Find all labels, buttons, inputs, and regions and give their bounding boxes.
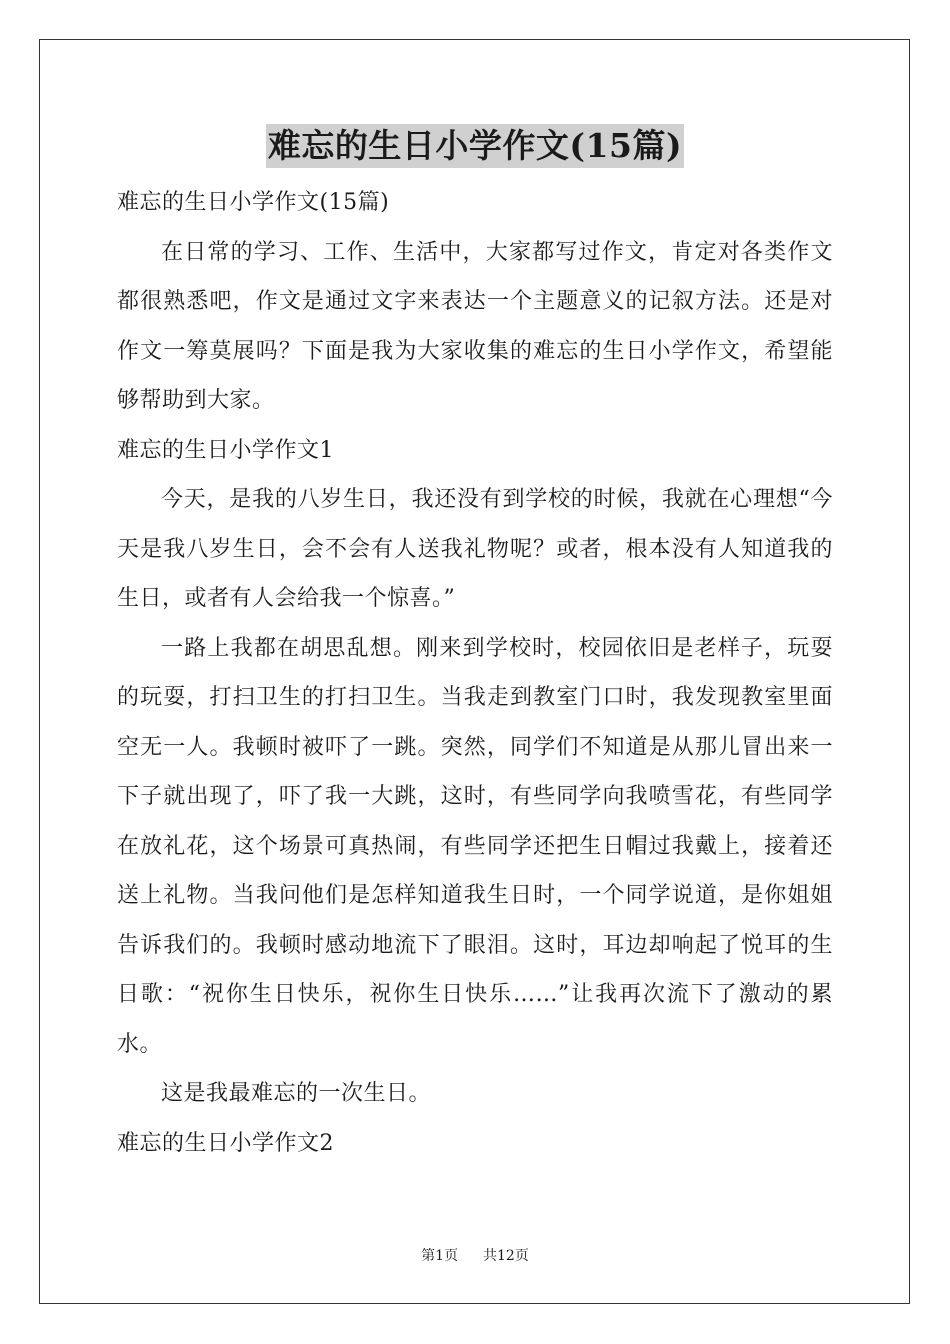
paragraph: 一路上我都在胡思乱想。刚来到学校时，校园依旧是老样子，玩耍的玩耍，打扫卫生的打扫卫生。当我走到教室门口时，我发现教室里面空无一人。我顿时被吓了一跳。突然，同学们不知道是从那儿冒出来一下子就出现了，吓了我一大跳，这时，有些同学向我喷雪花，有些同学在放礼花，这个场景可真热闹，有些同学还把生日帽过我戴上，接着还送上礼物。当我问他们是怎样知道我生日时，一个同学说道，是你姐姐告诉我们的。我顿时感动地流下了眼泪。这时，耳边却响起了悦耳的生日歌：“祝你生日快乐，祝你生日快乐……”让我再次流下了激动的累水。 (117, 635, 833, 1057)
document-title: 难忘的生日小学作文(15篇) (266, 124, 684, 168)
document-body (117, 178, 833, 1168)
section-heading: 难忘的生日小学作文1 (117, 437, 334, 463)
section-heading: 难忘的生日小学作文2 (117, 1130, 334, 1156)
page-total: 共12页 (483, 1248, 529, 1264)
paragraph: 这是我最难忘的一次生日。 (161, 1081, 432, 1106)
title-container (0, 124, 950, 168)
paragraph: 在日常的学习、工作、生活中，大家都写过作文，肯定对各类作文都很熟悉吧，作文是通过文字来表达一个主题意义的记叙方法。还是对作文一筹莫展吗？下面是我为大家收集的难忘的生日小学作文，希望能够帮助到大家。 (117, 239, 833, 413)
page-footer (0, 1246, 950, 1266)
paragraph: 难忘的生日小学作文(15篇) (117, 190, 390, 215)
paragraph: 今天，是我的八岁生日，我还没有到学校的时候，我就在心理想“今天是我八岁生日，会不会有人送我礼物呢？或者，根本没有人知道我的生日，或者有人会给我一个惊喜。” (117, 487, 833, 611)
page-number: 第1页 (421, 1248, 459, 1264)
